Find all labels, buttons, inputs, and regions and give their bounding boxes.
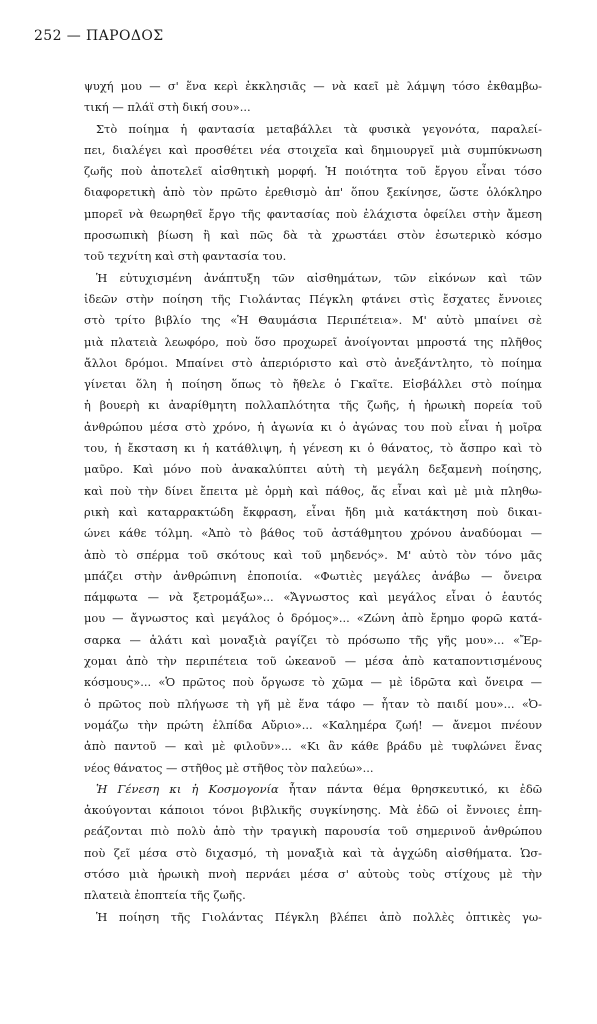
text-line: τική — πλάϊ στὴ δική σου»... (84, 100, 251, 115)
text-line: Ἡ ποίηση τῆς Γιολάντας Πέγκλη βλέπει ἀπὸ πολλὲς ὀπτικὲς γω- (96, 909, 542, 924)
text-line: μπορεῖ νὰ θεωρηθεῖ ἔργο τῆς φαντασίας ποὺ ἐλάχιστα ὀφείλει στὴν ἄμεση (84, 206, 542, 221)
text-line: μπάζει στὴν ἀνθρώπινη ἐποποιία. «Φωτιὲς μεγάλες ἀνάβω — ὄνειρα (84, 568, 542, 583)
text-line: πλατειὰ ἐποπτεία τῆς ζωῆς. (84, 888, 246, 903)
text-line: ώνει κάθε τόλμη. «Ἀπὸ τὸ βάθος τοῦ ἀστάθμητου χρόνου ἀναδύομαι — (84, 526, 542, 541)
text-line: του, ἡ ἔκσταση κι ἡ κατάθλιψη, ἡ γένεση κι ὁ θάνατος, τὸ ἄσπρο καὶ τὸ (84, 441, 542, 456)
text-line: ὁ πρῶτος ποὺ πλήγωσε τὴ γῆ μὲ ἕνα τάφο — ἦταν τὸ παιδί μου»... «Ὀ- (84, 696, 542, 711)
text-line: διαφορετικὴ ἀπὸ τὸν πρῶτο ἐρεθισμὸ ἀπ' ὅπου ξεκίνησε, ὥστε ὁλόκληρο (84, 185, 542, 200)
text-line: πει, διαλέγει καὶ προσθέτει νέα στοιχεῖα καὶ δημιουργεῖ μιὰ συμπύκνωση (84, 142, 542, 157)
text-line: στὸ τρίτο βιβλίο της «Ἡ Θαυμάσια Περιπέτεια». Μ' αὐτὸ μπαίνει σὲ (84, 313, 542, 328)
text-line: ἡ βουερὴ κι ἀναρίθμητη πολλαπλότητα τῆς ζωῆς, ἡ ἡρωικὴ πορεία τοῦ (84, 398, 542, 413)
text-line: ποὺ ζεῖ μέσα στὸ διχασμό, τὴ μοναξιὰ καὶ τὰ ἀγχώδη αἰσθήματα. Ὡσ- (84, 845, 542, 860)
text-line: κόσμους»... «Ὁ πρῶτος ποὺ ὄργωσε τὸ χῶμα — μὲ ἱδρῶτα καὶ ὄνειρα — (84, 675, 542, 690)
text-line: ρεάζονται πιὸ πολὺ ἀπὸ τὴν τραγικὴ παρουσία τοῦ σημερινοῦ ἀνθρώπου (84, 824, 542, 839)
text-line: ἰδεῶν στὴν ποίηση τῆς Γιολάντας Πέγκλη φτάνει στὶς ἔσχατες ἔννοιες (84, 291, 542, 306)
text-line: Ἡ εὐτυχισμένη ἀνάπτυξη τῶν αἰσθημάτων, τῶν εἰκόνων καὶ τῶν (96, 270, 542, 285)
text-line: γίνεται ὅλη ἡ ποίηση ὅπως τὸ ἤθελε ὁ Γκαῖτε. Εἰσβάλλει στὸ ποίημα (84, 377, 542, 392)
text-line: νέος θάνατος — στῆθος μὲ στῆθος τὸν παλεύω»... (84, 760, 374, 775)
text-line: ζωῆς ποὺ ἀποτελεῖ αἰσθητικὴ μορφή. Ἡ ποιότητα τοῦ ἔργου εἶναι τόσο (84, 164, 542, 179)
text-line: ρικὴ καὶ καταρρακτώδη ἔκφραση, εἶναι ἤδη μιὰ κατάκτηση ποὺ δικαι- (84, 504, 542, 519)
text-line: μιὰ πλατειὰ λεωφόρο, ποὺ ὅσο προχωρεῖ ἀνοίγονται μπροστά της πλῆθος (84, 334, 542, 349)
text-line: ἀπὸ τὸ σπέρμα τοῦ σκότους καὶ τοῦ μηδενός». Μ' αὐτὸ τὸν τόνο μᾶς (84, 547, 542, 562)
text-line: πάμφωτα — νὰ ξετρομάξω»... «Ἄγνωστος καὶ μεγάλος εἶναι ὁ ἑαυτός (84, 590, 542, 605)
text-line: μου — ἄγνωστος καὶ μεγάλος ὁ δρόμος»... «Ζώνη ἀπὸ ἔρημο φορῶ κατά- (84, 611, 542, 626)
text-line: Ἡ Γένεση κι ἡ Κοσμογονία ἦταν πάντα θέμα θρησκευτικό, κι ἐδῶ (96, 781, 542, 796)
body-text (84, 76, 542, 928)
text-line: ἄλλοι δρόμοι. Μπαίνει στὸ ἀπεριόριστο καὶ στὸ ἀνεξάντλητο, τὸ ποίημα (84, 355, 542, 370)
text-line: χομαι ἀπὸ τὴν περιπέτεια τοῦ ὠκεανοῦ — μέσα ἀπὸ καταποντισμένους (84, 654, 542, 669)
text-line: ἀνθρώπου μέσα στὸ χρόνο, ἡ ἀγωνία κι ὁ ἀγώνας του ποὺ εἶναι ἡ μοῖρα (84, 419, 542, 434)
text-line: μαῦρο. Καὶ μόνο ποὺ ἀνακαλύπτει αὐτὴ τὴ μεγάλη δεξαμενὴ ποίησης, (84, 462, 542, 477)
text-line: ψυχή μου — σ' ἕνα κερὶ ἐκκλησιᾶς — νὰ καεῖ μὲ λάμψη τόσο ἐκθαμβω- (84, 79, 542, 93)
text-line: ἀκούγονται κάποιοι τόνοι βιβλικῆς συγκίνησης. Μὰ ἐδῶ οἱ ἔννοιες ἐπη- (84, 803, 542, 818)
text-line: σαρκα — ἁλάτι καὶ μοναξιὰ ραγίζει τὸ πρόσωπο τῆς γῆς μου»... «Ἔρ- (84, 632, 542, 647)
text-line: στόσο μιὰ ἡρωικὴ πνοὴ περνάει μέσα σ' αὐτοὺς τοὺς στίχους μὲ τὴν (84, 866, 542, 881)
text-line: νομάζω τὴν πρώτη ἐλπίδα Αὔριο»... «Καλημέρα ζωή! — ἄνεμοι πνέουν (84, 717, 542, 732)
text-line: προσωπικὴ βίωση ἢ καὶ πῶς δὰ τὰ χρωστάει στὸν ἐσωτερικὸ κόσμο (84, 228, 542, 243)
text-line: καὶ ποὺ τὴν δίνει ἔπειτα μὲ ὁρμὴ καὶ πάθος, ἄς εἶναι καὶ μὲ μιὰ πληθω- (84, 483, 542, 498)
text-line: τοῦ τεχνίτη καὶ στὴ φαντασία του. (84, 249, 287, 264)
text-line: Στὸ ποίημα ἡ φαντασία μεταβάλλει τὰ φυσικὰ γεγονότα, παραλεί- (96, 121, 542, 136)
running-head: 252 — ΠΑΡΟΔΟΣ (34, 28, 164, 44)
italic-title: Ἡ Γένεση κι ἡ Κοσμογονία (96, 781, 279, 796)
text-line: ἀπὸ παντοῦ — καὶ μὲ φιλοῦν»... «Κι ἂν κάθε βράδυ μὲ τυφλώνει ἕνας (84, 739, 542, 754)
